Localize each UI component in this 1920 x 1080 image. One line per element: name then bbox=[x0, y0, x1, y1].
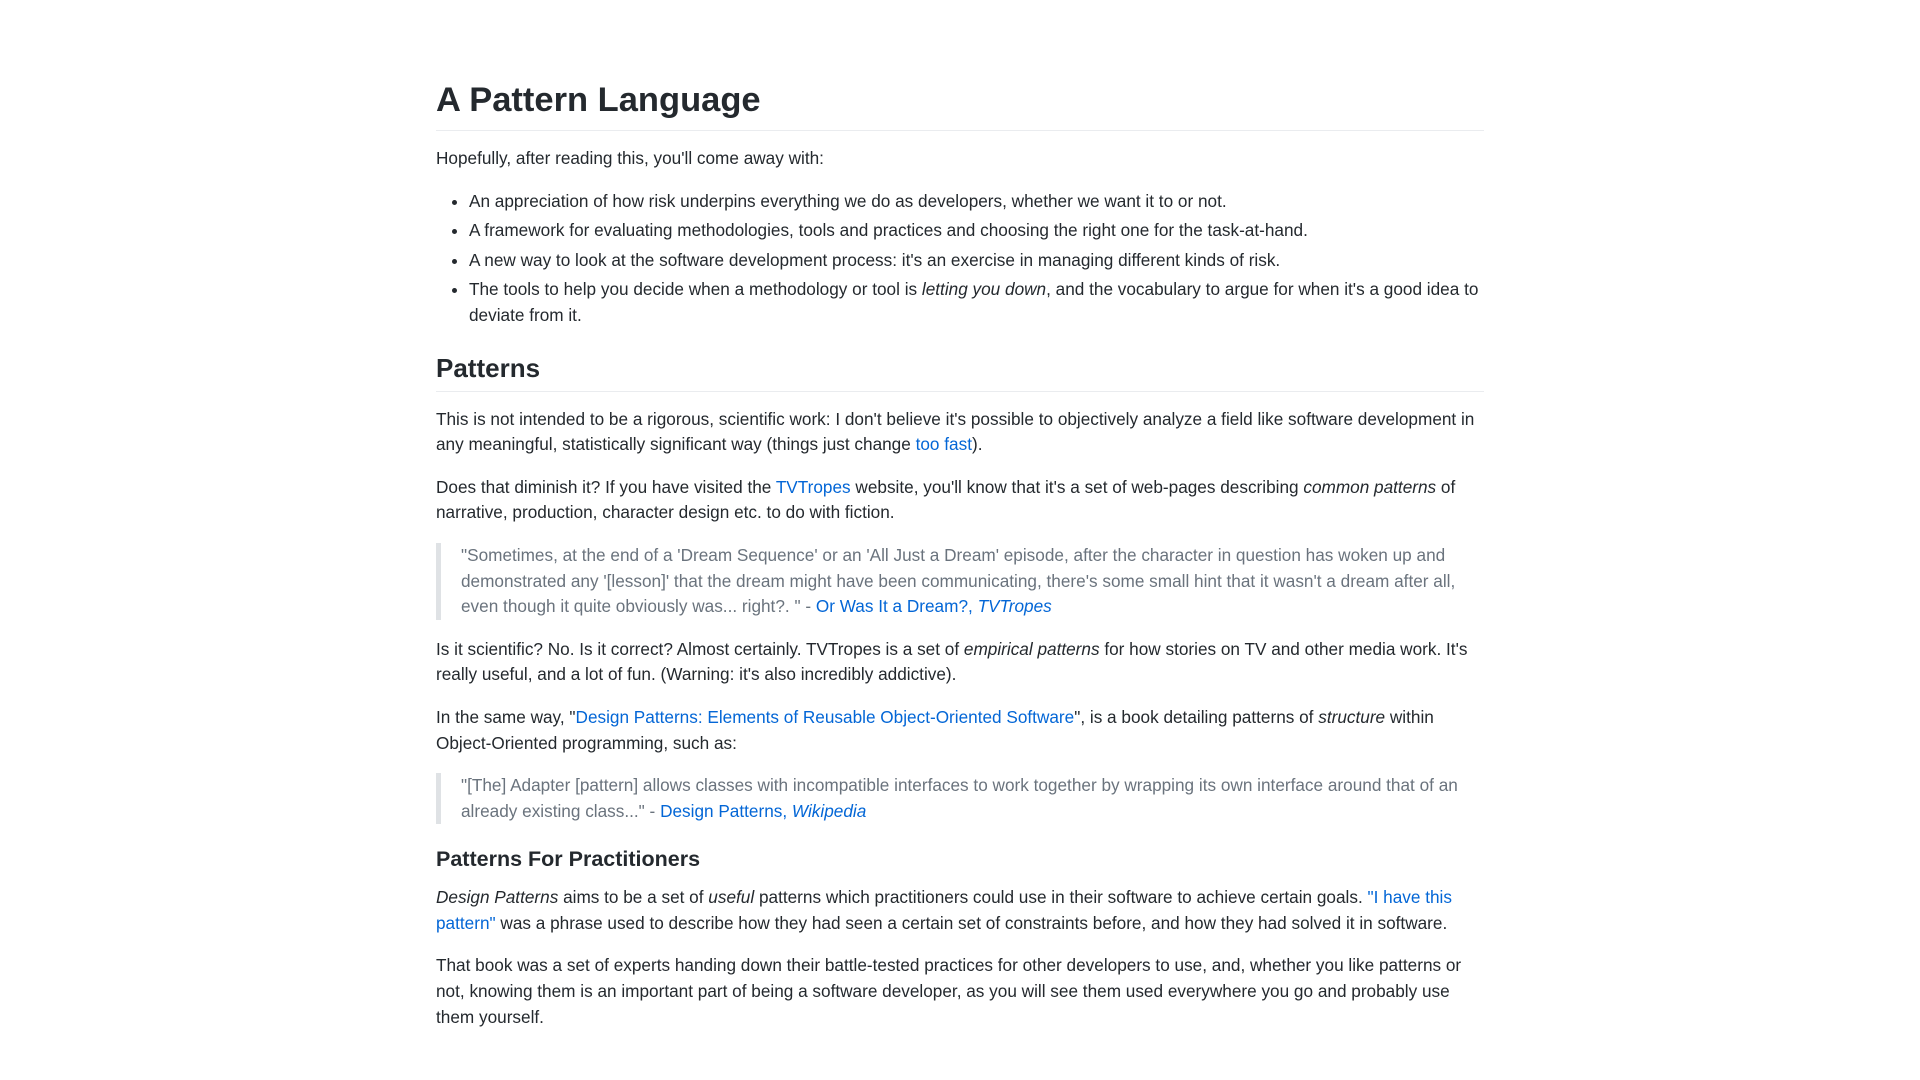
design-patterns-book-link[interactable]: Design Patterns: Elements of Reusable Object-Oriented Software bbox=[575, 706, 1075, 727]
tvtropes-link[interactable]: TVTropes bbox=[775, 476, 851, 497]
text-span: Is it scientific? No. Is it correct? Almost certainly. TVTropes is a set of bbox=[436, 638, 964, 659]
text-span: aims to be a set of bbox=[558, 887, 709, 908]
link-emphasis: Wikipedia bbox=[791, 800, 867, 821]
quote-text: "Sometimes, at the end of a 'Dream Sequence' or an 'All Just a Dream' episode, after the character in question has woken up and demonstrated any '[lesson]' that the dream might have been communicating, there's some small hint that it wasn't a dream after all, even though it quite obviously was... right?. " - bbox=[461, 544, 1456, 617]
design-patterns-wikipedia-link[interactable] bbox=[660, 801, 866, 821]
emphasis: structure bbox=[1318, 706, 1386, 727]
intro-paragraph: Hopefully, after reading this, you'll come away with: bbox=[436, 148, 824, 168]
list-item: • An appreciation of how risk underpins everything we do as developers, whether we want it to or not. bbox=[469, 189, 1484, 215]
emphasis: common patterns bbox=[1303, 476, 1437, 497]
list-item: • A framework for evaluating methodologies, tools and practices and choosing the right one for the task-at-hand. bbox=[469, 218, 1484, 244]
link-text: Design Patterns, bbox=[660, 800, 792, 821]
section-heading-patterns: Patterns bbox=[436, 351, 1484, 392]
paragraph bbox=[436, 475, 1484, 526]
emphasis: useful bbox=[708, 887, 755, 908]
blockquote-dream bbox=[436, 543, 1484, 620]
paragraph bbox=[436, 885, 1484, 936]
paragraph: That book was a set of experts handing down their battle-tested practices for other developers to use, and, whether you like patterns or not, knowing them is an important part of being a software developer, as you will see them used everywhere you go and probably use them yourself. bbox=[436, 955, 1462, 1027]
text-span: , and the vocabulary to argue for when it's a good idea to deviate from it. bbox=[469, 279, 1479, 325]
takeaways-list bbox=[436, 189, 1484, 329]
too-fast-link[interactable]: too fast bbox=[915, 434, 972, 455]
emphasis: Design Patterns bbox=[436, 887, 559, 908]
link-text: Or Was It a Dream?, bbox=[815, 596, 978, 617]
text-span: for how stories on TV and other media work. It's really useful, and a lot of fun. (Warning: it's also incredibly addictive). bbox=[436, 638, 1468, 685]
text-span: This is not intended to be a rigorous, scientific work: I don't believe it's possible to objectively analyze a field like software development in any meaningful, statistically significant way (things just change bbox=[436, 408, 1475, 455]
text-span: of narrative, production, character design etc. to do with fiction. bbox=[436, 476, 1456, 523]
text-span: Does that diminish it? If you have visited the bbox=[436, 476, 776, 497]
article bbox=[436, 78, 1484, 1047]
text-span: within Object-Oriented programming, such as: bbox=[436, 706, 1434, 753]
blockquote-adapter bbox=[436, 773, 1484, 824]
text-span: In the same way, " bbox=[436, 706, 576, 727]
emphasis: empirical patterns bbox=[963, 638, 1100, 659]
or-was-it-a-dream-link[interactable] bbox=[816, 596, 1052, 616]
paragraph bbox=[436, 407, 1484, 458]
text-span: was a phrase used to describe how they had seen a certain set of constraints before, and how they had solved it in software. bbox=[495, 912, 1448, 933]
text-span: ). bbox=[971, 434, 983, 455]
link-emphasis: TVTropes bbox=[977, 596, 1052, 617]
text-span: website, you'll know that it's a set of web-pages describing bbox=[850, 476, 1304, 497]
text-span: The tools to help you decide when a methodology or tool is bbox=[469, 279, 922, 300]
list-item: • A new way to look at the software development process: it's an exercise in managing different kinds of risk. bbox=[469, 248, 1484, 274]
text-span: ", is a book detailing patterns of bbox=[1074, 706, 1319, 727]
quote-text: "[The] Adapter [pattern] allows classes with incompatible interfaces to work together by wrapping its own interface around that of an already existing class..." - bbox=[461, 775, 1458, 821]
emphasis: letting you down bbox=[921, 279, 1047, 300]
paragraph bbox=[436, 705, 1484, 756]
list-item bbox=[469, 277, 1484, 328]
section-heading-practitioners: Patterns For Practitioners bbox=[436, 847, 701, 872]
i-have-this-pattern-link[interactable]: "I have this pattern" bbox=[436, 887, 1452, 933]
paragraph bbox=[436, 637, 1484, 688]
text-span: patterns which practitioners could use in their software to achieve certain goals. bbox=[754, 887, 1368, 908]
page-title: A Pattern Language bbox=[436, 78, 1484, 131]
